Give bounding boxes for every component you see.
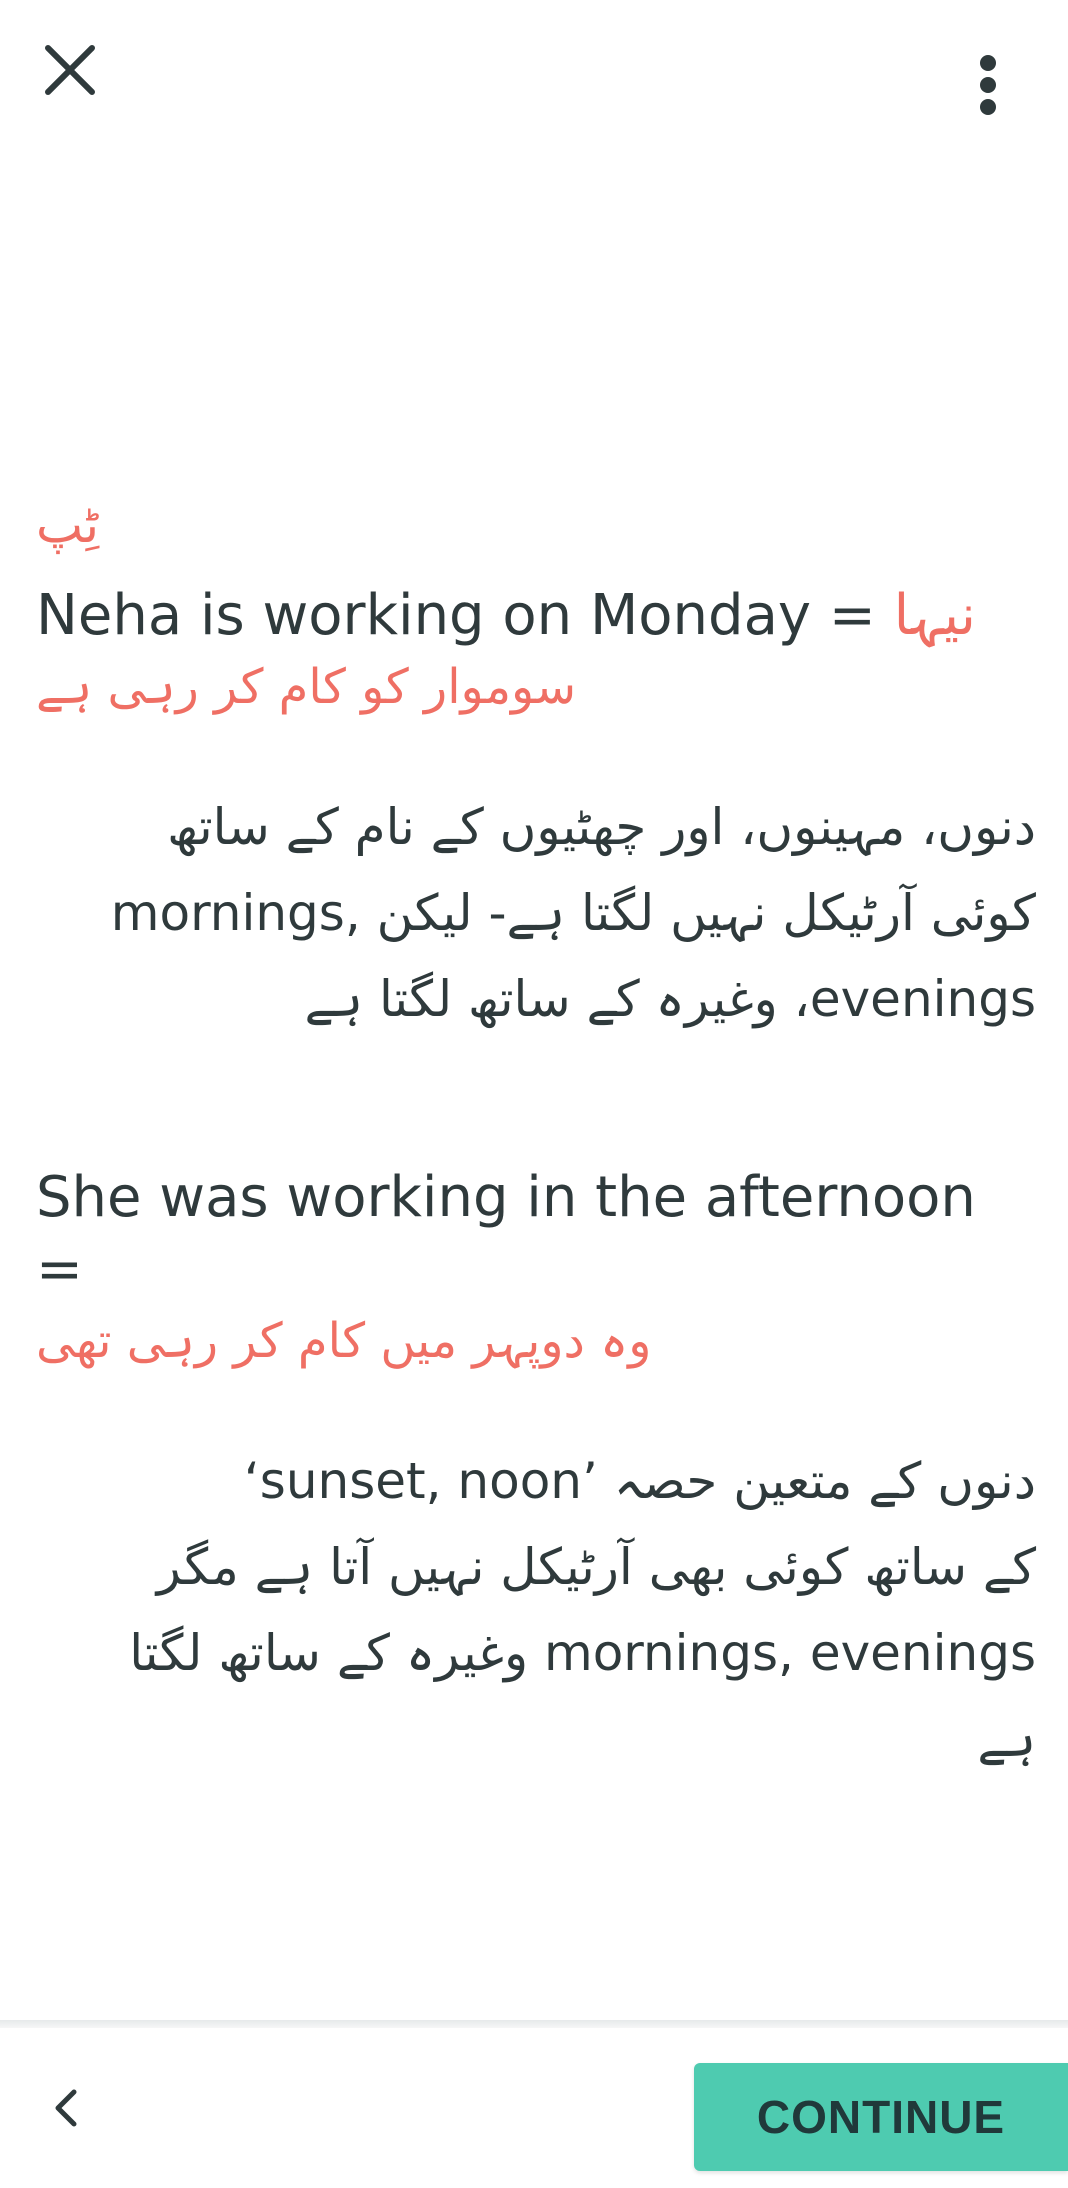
more-vertical-icon xyxy=(978,53,998,117)
close-button[interactable] xyxy=(30,30,110,110)
continue-button[interactable]: CONTINUE xyxy=(694,2063,1068,2171)
example-2 xyxy=(36,1162,1036,1376)
example-1-urdu: سوموار کو کام کر رہی ہے xyxy=(36,659,577,715)
back-button[interactable] xyxy=(30,2073,100,2143)
close-icon xyxy=(42,42,98,98)
example-1-english-text: Neha is working on Monday = xyxy=(36,583,894,648)
more-options-button[interactable] xyxy=(948,40,1028,130)
footer-bar xyxy=(0,2028,1068,2188)
explanation-2-line: ہے xyxy=(977,1710,1036,1768)
example-2-english: She was working in the afternoon = xyxy=(36,1165,976,1302)
explanation-2-line: دنوں کے متعین حصہ ’sunset, noon‘ xyxy=(243,1452,1036,1510)
example-1-urdu-inline: نیہا xyxy=(893,583,976,648)
explanation-1 xyxy=(36,784,1036,1042)
example-1-english xyxy=(36,580,1036,652)
example-2-urdu: وہ دوپہر میں کام کر رہی تھی xyxy=(36,1313,652,1369)
tip-title: ٹِپ xyxy=(36,496,100,554)
explanation-2-line: mornings, evenings وغیرہ کے ساتھ لگتا xyxy=(129,1624,1036,1682)
footer-divider xyxy=(0,2020,1068,2028)
top-bar xyxy=(0,0,1068,140)
tip-content xyxy=(36,490,1036,1782)
explanation-1-line: دنوں، مہینوں، اور چھٹیوں کے نام کے ساتھ xyxy=(167,798,1036,856)
explanation-2 xyxy=(36,1438,1036,1782)
explanation-1-line: evenings، وغیرہ کے ساتھ لگتا ہے xyxy=(304,970,1036,1028)
explanation-2-line: کے ساتھ کوئی بھی آرٹیکل نہیں آتا ہے مگر xyxy=(156,1538,1036,1596)
chevron-left-icon xyxy=(50,2086,80,2130)
explanation-1-line: کوئی آرٹیکل نہیں لگتا ہے- لیکن ,mornings xyxy=(110,884,1036,942)
